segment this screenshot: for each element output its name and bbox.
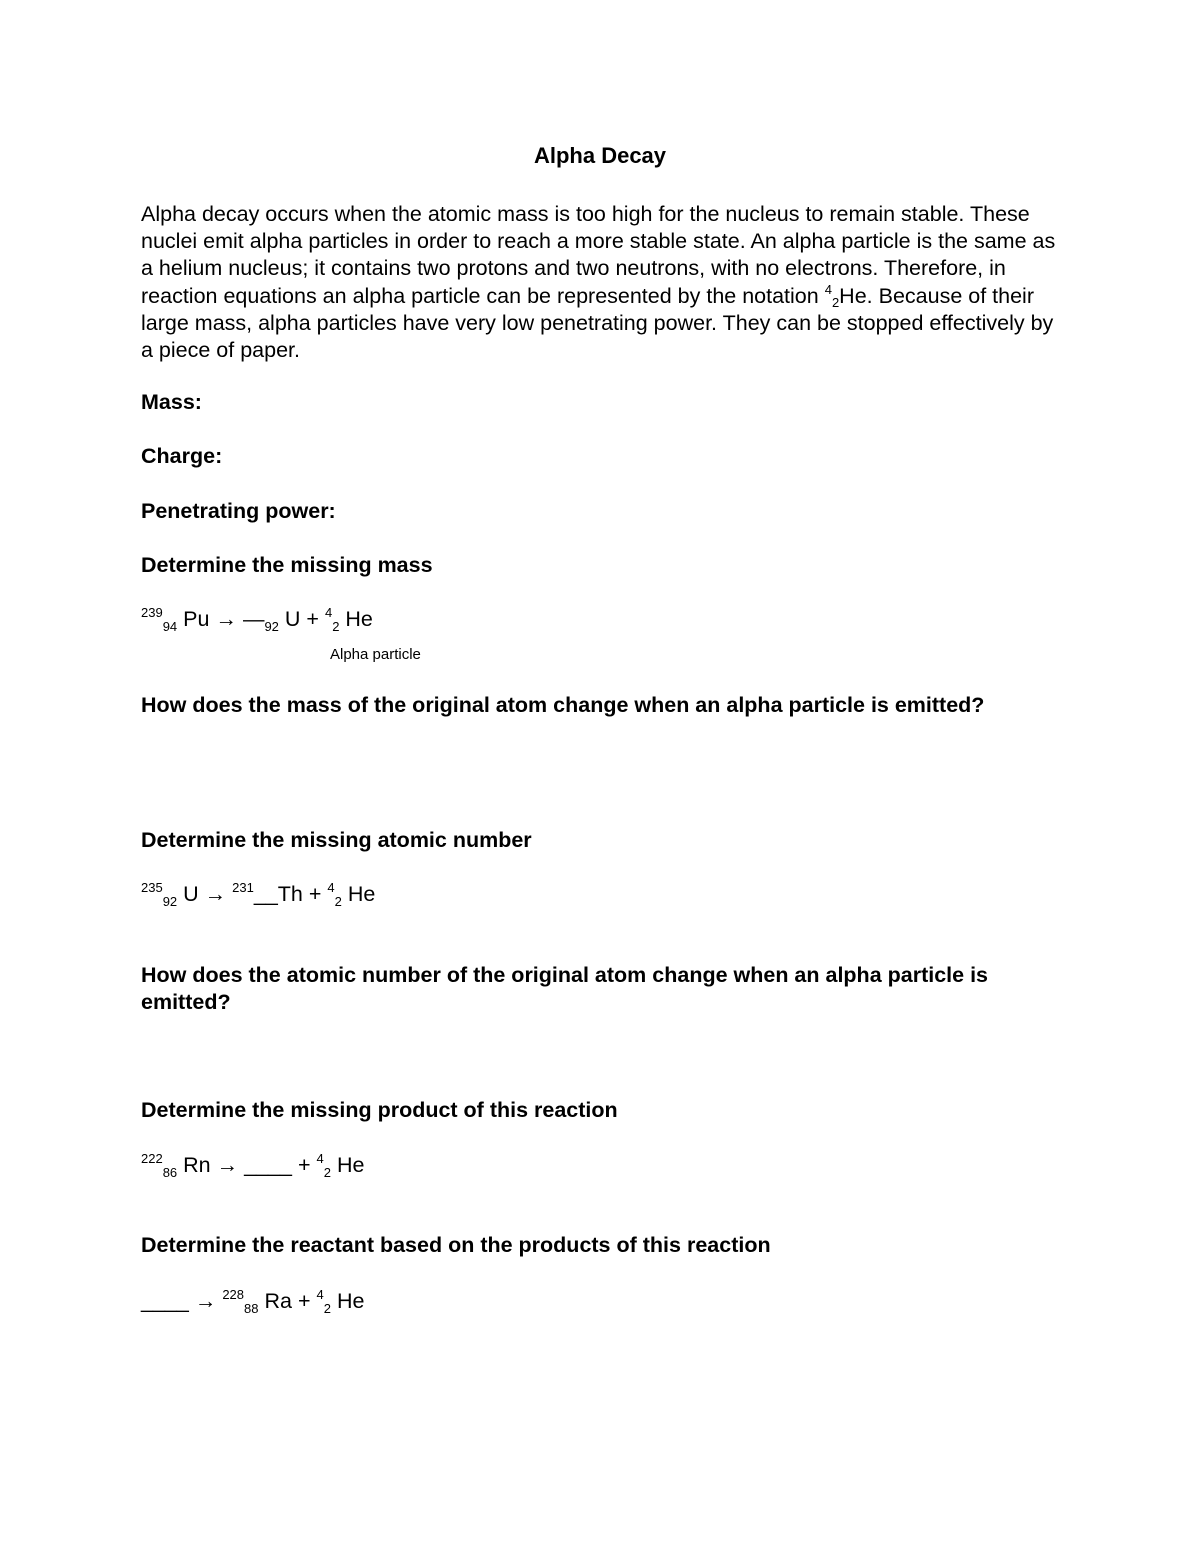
q6-product-symbol: Ra bbox=[264, 1289, 292, 1313]
q5-he-atomic: 2 bbox=[323, 1164, 331, 1180]
q1-reactant-symbol: Pu bbox=[183, 607, 210, 631]
q3-arrow: → bbox=[204, 882, 227, 906]
q5-reactant-mass: 222 bbox=[141, 1150, 163, 1166]
q3-reactant-atomic: 92 bbox=[162, 893, 178, 909]
q1-product-symbol: U bbox=[284, 607, 301, 631]
q3-product-symbol: Th bbox=[277, 882, 303, 906]
q6-blank: ____ bbox=[141, 1289, 189, 1313]
q5-he-mass: 4 bbox=[316, 1150, 324, 1166]
q5-equation bbox=[141, 1151, 364, 1179]
q1-reactant-mass: 239 bbox=[141, 604, 163, 620]
q3-reactant-symbol: U bbox=[183, 882, 199, 906]
charge-label: Charge: bbox=[141, 444, 223, 468]
q1-arrow: → bbox=[215, 607, 237, 631]
q1-reactant-atomic: 94 bbox=[162, 618, 178, 634]
q1-he-symbol: He bbox=[345, 607, 373, 631]
q3-product-mass: 231 bbox=[232, 879, 254, 895]
q3-plus: + bbox=[308, 882, 322, 906]
notation-mass-number: 4 bbox=[824, 281, 832, 297]
q5-plus: + bbox=[297, 1153, 311, 1177]
penetrating-power-label: Penetrating power: bbox=[141, 499, 336, 523]
q3-reactant-mass: 235 bbox=[141, 879, 163, 895]
notation-atomic-number: 2 bbox=[831, 295, 840, 311]
q1-product-atomic: 92 bbox=[264, 618, 279, 634]
q1-blank: — bbox=[242, 607, 265, 631]
mass-label: Mass: bbox=[141, 390, 202, 414]
q6-he-symbol: He bbox=[336, 1289, 365, 1313]
q5-reactant-atomic: 86 bbox=[162, 1164, 178, 1180]
q6-equation bbox=[141, 1287, 364, 1315]
q6-he-atomic: 2 bbox=[323, 1300, 331, 1316]
q6-product-mass: 228 bbox=[222, 1286, 245, 1302]
q3-blank: __ bbox=[253, 882, 278, 906]
q1-heading: Determine the missing mass bbox=[141, 553, 433, 577]
q6-plus: + bbox=[297, 1289, 311, 1313]
page-title: Alpha Decay bbox=[533, 143, 667, 168]
q3-he-symbol: He bbox=[347, 882, 376, 906]
q6-heading: Determine the reactant based on the products of this reaction bbox=[141, 1233, 771, 1257]
q1-plus: + bbox=[306, 607, 319, 631]
q3-equation bbox=[141, 880, 375, 908]
q6-product-atomic: 88 bbox=[244, 1300, 259, 1316]
q6-he-mass: 4 bbox=[316, 1286, 324, 1302]
q5-blank: ____ bbox=[244, 1153, 292, 1177]
q3-he-atomic: 2 bbox=[334, 893, 342, 909]
q5-arrow: → bbox=[216, 1153, 239, 1177]
notation-symbol: He bbox=[839, 283, 867, 308]
q5-reactant-symbol: Rn bbox=[183, 1153, 211, 1177]
q6-arrow: → bbox=[194, 1289, 217, 1313]
q5-he-symbol: He bbox=[336, 1153, 365, 1177]
q1-he-mass: 4 bbox=[324, 604, 333, 620]
q3-heading: Determine the missing atomic number bbox=[141, 828, 532, 852]
q1-he-atomic: 2 bbox=[332, 618, 340, 634]
intro-text-1: Alpha decay occurs when the atomic mass is too high for the nucleus to remain stable. These nuclei emit alpha particles in order to reach a more stable state. An alpha particle is the same as a helium nucleus; it contains two protons and two neutrons, with no electrons. Therefore, in reaction equations an alpha particle can be represented by the notation bbox=[141, 202, 1056, 308]
intro-paragraph bbox=[141, 201, 1071, 364]
intro-text-2: . Because of their large mass, alpha particles have very low penetrating power. They can be stopped effectively by a piece of paper. bbox=[141, 283, 1054, 363]
q5-heading: Determine the missing product of this reaction bbox=[141, 1098, 618, 1122]
q1-equation bbox=[141, 605, 373, 633]
q3-he-mass: 4 bbox=[327, 879, 335, 895]
q4-heading: How does the atomic number of the original atom change when an alpha particle is emitted? bbox=[141, 963, 989, 1015]
alpha-particle-caption: Alpha particle bbox=[330, 646, 421, 663]
q2-heading: How does the mass of the original atom change when an alpha particle is emitted? bbox=[141, 693, 985, 717]
